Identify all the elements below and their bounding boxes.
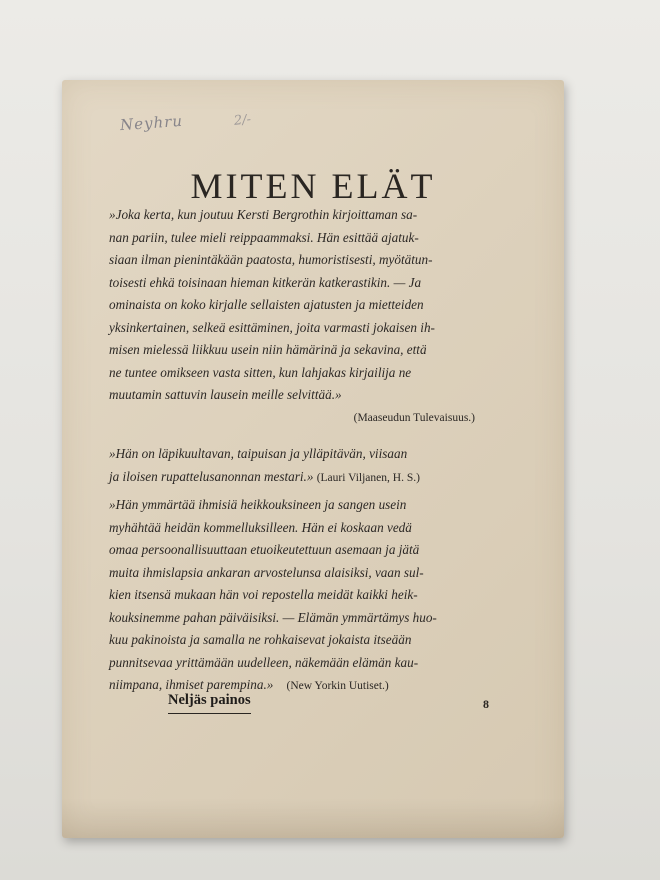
review-quote-3 xyxy=(109,494,509,698)
quote-line: myhähtää heidän kommelluksilleen. Hän ei koskaan vedä xyxy=(109,519,412,535)
handwritten-note: Neyhru xyxy=(119,111,184,135)
quote-line: »Hän ymmärtää ihmisiä heikkouksineen ja sangen usein xyxy=(109,497,407,512)
quote-line: kuu pakinoista ja samalla ne rohkaisevat jokaista itseään xyxy=(109,632,412,647)
quote-line: »Joka kerta, kun joutuu Kersti Bergrothin kirjoittaman sa- xyxy=(109,207,418,222)
quote-line: niimpana, ihmiset parempina.» xyxy=(109,677,274,692)
quote-line: ne tuntee omikseen vasta sitten, kun lahjakas kirjailija ne xyxy=(109,364,412,380)
review-quote-2 xyxy=(109,443,509,489)
quote-line: muutamin sattuvin lausein meille selvittää.» xyxy=(109,387,342,402)
quote-line: »Hän on läpikuultavan, taipuisan ja ylläpitävän, viisaan xyxy=(109,446,408,461)
quote-source: (New Yorkin Uutiset.) xyxy=(286,680,389,692)
quote-line: nan pariin, tulee mieli reippaammaksi. Hän esittää ajatuk- xyxy=(109,229,419,245)
quote-line: punnitsevaa yrittämään uudelleen, näkemään elämän kau- xyxy=(109,654,419,670)
page-number: 8 xyxy=(483,697,489,711)
quote-line: muita ihmislapsia ankaran arvostelunsa alaisiksi, vaan sul- xyxy=(109,564,424,580)
handwritten-price: 2/- xyxy=(233,112,252,129)
quote-line: omaa persoonallisuuttaan etuoikeutettuun asemaan ja jätä xyxy=(109,542,420,557)
book-title: MITEN ELÄT xyxy=(190,166,436,206)
quote-line: ominaista on koko kirjalle sellaisten ajatusten ja mietteiden xyxy=(109,297,424,312)
quote-line: misen mielessä liikkuu usein niin hämärinä ja sekavina, että xyxy=(109,342,427,357)
quote-line: kien itsensä mukaan hän voi repostella meidät kaikki heik- xyxy=(109,587,418,602)
quote-line: kouksinemme pahan päiväisiksi. — Elämän ymmärtämys huo- xyxy=(109,609,437,625)
quote-source: (Maaseudun Tulevaisuus.) xyxy=(353,411,475,424)
quote-line: toisesti ehkä toisinaan hieman kitkerän katkerastikin. — Ja xyxy=(109,274,422,290)
quote-line: siaan ilman pienintäkään paatosta, humoristisesti, myötätun- xyxy=(109,252,433,267)
quote-line: yksinkertainen, selkeä esittäminen, joita varmasti jokaisen ih- xyxy=(109,319,435,335)
review-quote-1 xyxy=(109,204,509,429)
book-back-cover xyxy=(62,80,564,838)
quote-source: (Lauri Viljanen, H. S.) xyxy=(316,471,420,484)
edition-label: Neljäs painos xyxy=(168,692,251,714)
quote-line: ja iloisen rupattelusanonnan mestari.» xyxy=(109,468,314,484)
